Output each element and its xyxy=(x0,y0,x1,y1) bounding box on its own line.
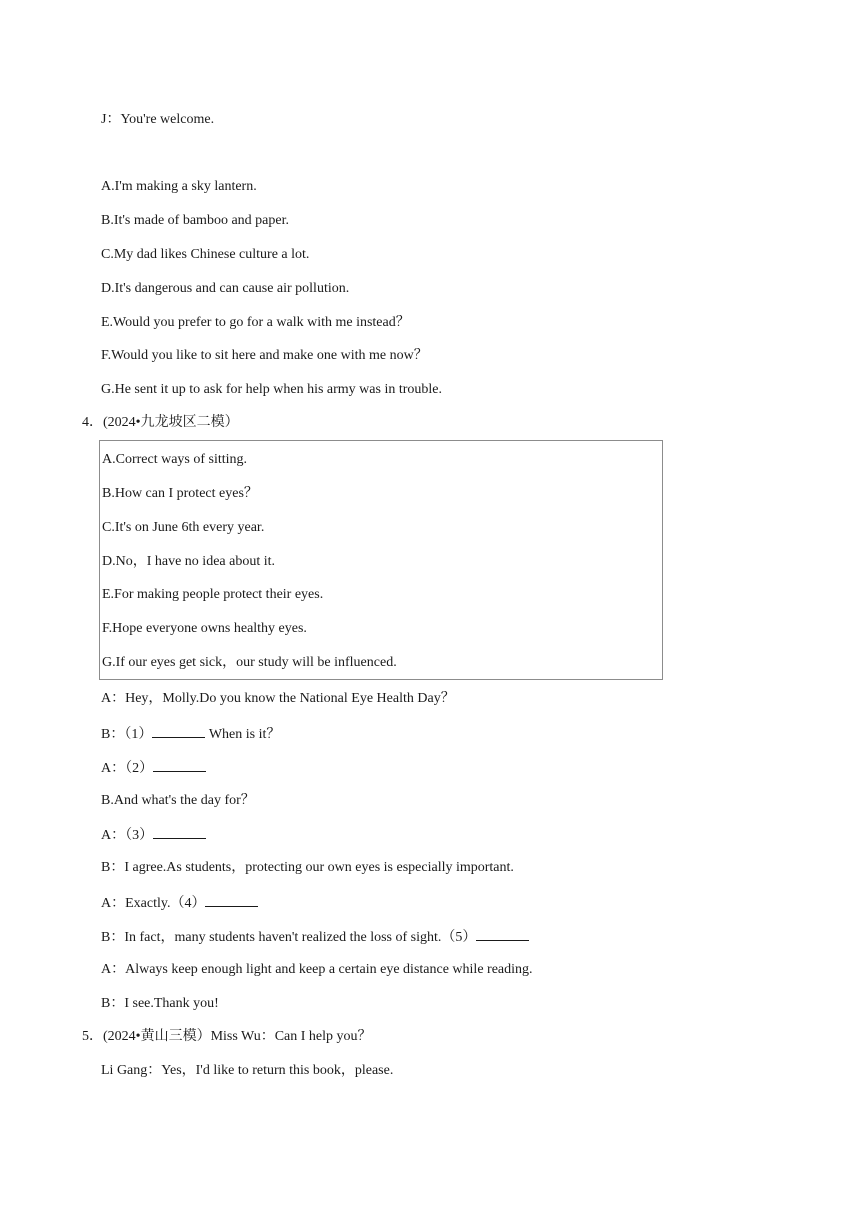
q4-option-d: D.No，I have no idea about it. xyxy=(102,554,276,569)
q4-dialogue-line-6: B：I agree.As students，protecting our own eyes is especially important. xyxy=(101,860,514,875)
q4-dialogue-line-7 xyxy=(101,893,258,913)
q3-option-g: G.He sent it up to ask for help when his army was in trouble. xyxy=(101,382,442,397)
q3-option-a: A.I'm making a sky lantern. xyxy=(101,179,257,194)
q4-dialogue-line-5-prefix: A：（3） xyxy=(101,828,154,843)
answer-blank-5[interactable] xyxy=(476,927,529,941)
q4-option-g: G.If our eyes get sick，our study will be influenced. xyxy=(102,655,397,670)
q3-option-e: E.Would you prefer to go for a walk with me instead？ xyxy=(101,315,410,330)
q4-dialogue-line-3 xyxy=(101,758,206,778)
answer-blank-1[interactable] xyxy=(152,724,205,738)
q4-dialogue-line-9: A：Always keep enough light and keep a certain eye distance while reading. xyxy=(101,962,533,977)
q4-option-c: C.It's on June 6th every year. xyxy=(102,520,265,535)
q4-dialogue-line-1: A：Hey，Molly.Do you know the National Eye Health Day？ xyxy=(101,691,455,706)
q3-option-d: D.It's dangerous and can cause air pollution. xyxy=(101,281,350,296)
answer-blank-4[interactable] xyxy=(205,893,258,907)
answer-blank-3[interactable] xyxy=(153,825,206,839)
q4-dialogue-line-8-prefix: B：In fact，many students haven't realized the loss of sight.（5） xyxy=(101,930,477,945)
q3-option-c: C.My dad likes Chinese culture a lot. xyxy=(101,247,310,262)
q4-dialogue-line-2-suffix: When is it？ xyxy=(205,727,281,742)
q3-option-b: B.It's made of bamboo and paper. xyxy=(101,213,289,228)
q3-option-f: F.Would you like to sit here and make one with me now？ xyxy=(101,348,428,363)
q4-dialogue-line-5 xyxy=(101,825,206,845)
q4-dialogue-line-3-prefix: A：（2） xyxy=(101,761,154,776)
q4-dialogue-line-7-prefix: A：Exactly.（4） xyxy=(101,896,206,911)
q4-dialogue-line-10: B：I see.Thank you! xyxy=(101,996,219,1011)
q4-option-f: F.Hope everyone owns healthy eyes. xyxy=(102,621,307,636)
q4-option-b: B.How can I protect eyes？ xyxy=(102,486,258,501)
q4-dialogue-line-4: B.And what's the day for？ xyxy=(101,793,255,808)
q4-dialogue-line-2-prefix: B：（1） xyxy=(101,727,153,742)
q4-option-e: E.For making people protect their eyes. xyxy=(102,587,324,602)
q4-dialogue-line-2 xyxy=(101,724,280,744)
q5-header: 5．(2024•黄山三模）Miss Wu：Can I help you？ xyxy=(82,1029,372,1044)
answer-blank-2[interactable] xyxy=(153,758,206,772)
q4-option-a: A.Correct ways of sitting. xyxy=(102,452,248,467)
q4-dialogue-line-8 xyxy=(101,927,529,947)
q5-dialogue-line-1: Li Gang：Yes，I'd like to return this book，please. xyxy=(101,1063,394,1078)
q4-header: 4．(2024•九龙坡区二模） xyxy=(82,415,239,430)
dialogue-line-j: J：You're welcome. xyxy=(101,112,215,127)
